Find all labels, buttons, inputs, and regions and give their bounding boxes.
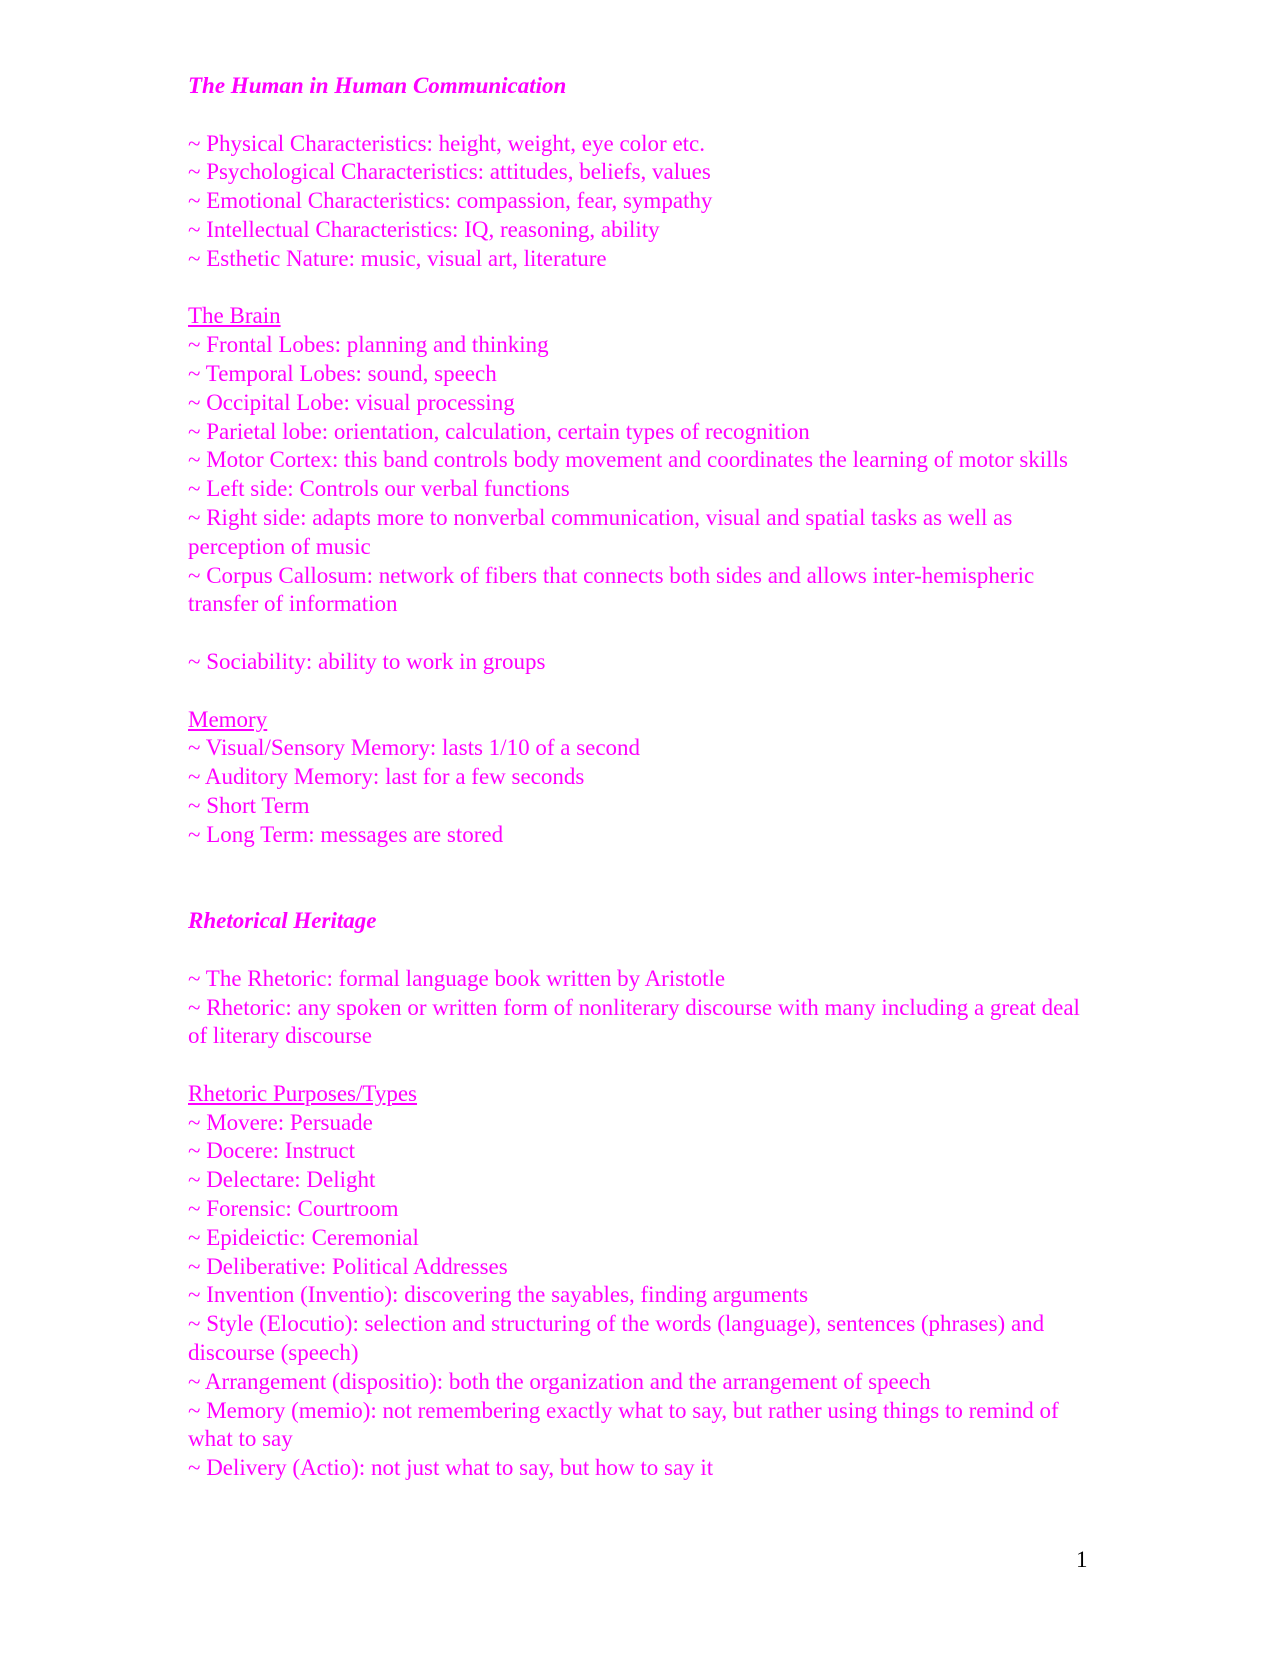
list-item: ~ Esthetic Nature: music, visual art, literature bbox=[188, 245, 607, 271]
spacer bbox=[188, 677, 1098, 706]
heading-memory: Memory bbox=[188, 706, 268, 732]
spacer bbox=[188, 936, 1098, 965]
list-item: ~ Style (Elocutio): selection and structuring of the words (language), sentences (phrases) and discourse (speech) bbox=[188, 1311, 1045, 1366]
list-item: ~ Occipital Lobe: visual processing bbox=[188, 389, 515, 415]
list-item: ~ Frontal Lobes: planning and thinking bbox=[188, 332, 549, 358]
list-item: ~ Short Term bbox=[188, 792, 310, 818]
page-number: 1 bbox=[1076, 1547, 1088, 1572]
heading-rhetoric-purposes: Rhetoric Purposes/Types bbox=[188, 1080, 418, 1106]
spacer bbox=[188, 878, 1098, 907]
spacer bbox=[188, 850, 1098, 879]
list-item: ~ Temporal Lobes: sound, speech bbox=[188, 360, 497, 386]
list-item: ~ Long Term: messages are stored bbox=[188, 821, 504, 847]
list-item: ~ Intellectual Characteristics: IQ, reasoning, ability bbox=[188, 216, 660, 242]
list-item: ~ Motor Cortex: this band controls body movement and coordinates the learning of motor skills bbox=[188, 447, 1068, 473]
list-item: ~ Invention (Inventio): discovering the sayables, finding arguments bbox=[188, 1282, 809, 1308]
spacer bbox=[188, 101, 1098, 130]
spacer bbox=[188, 274, 1098, 303]
list-item: ~ Forensic: Courtroom bbox=[188, 1196, 399, 1222]
section-title-human-communication: The Human in Human Communication bbox=[188, 73, 567, 98]
list-item: ~ Visual/Sensory Memory: lasts 1/10 of a second bbox=[188, 735, 641, 761]
list-item: ~ Docere: Instruct bbox=[188, 1138, 355, 1164]
list-item: ~ Left side: Controls our verbal functions bbox=[188, 476, 570, 502]
section-title-rhetorical-heritage: Rhetorical Heritage bbox=[188, 908, 377, 934]
list-item: ~ Movere: Persuade bbox=[188, 1109, 373, 1135]
document-page bbox=[188, 72, 1098, 1483]
list-item: ~ Corpus Callosum: network of fibers that connects both sides and allows inter-hemispheric transfer of information bbox=[188, 562, 1035, 617]
spacer bbox=[188, 1051, 1098, 1080]
list-item: ~ Delivery (Actio): not just what to say, but how to say it bbox=[188, 1455, 714, 1481]
list-item: ~ Right side: adapts more to nonverbal communication, visual and spatial tasks as well as perception of music bbox=[188, 504, 1013, 559]
list-item: ~ Parietal lobe: orientation, calculation, certain types of recognition bbox=[188, 418, 810, 444]
list-item: ~ Epideictic: Ceremonial bbox=[188, 1224, 419, 1250]
spacer bbox=[188, 619, 1098, 648]
list-item: ~ Delectare: Delight bbox=[188, 1167, 376, 1193]
list-item: ~ Rhetoric: any spoken or written form of nonliterary discourse with many including a great deal of literary discourse bbox=[188, 994, 1080, 1049]
list-item: ~ Physical Characteristics: height, weight, eye color etc. bbox=[188, 130, 706, 156]
list-item: ~ The Rhetoric: formal language book written by Aristotle bbox=[188, 965, 726, 991]
list-item: ~ Emotional Characteristics: compassion, fear, sympathy bbox=[188, 188, 713, 214]
list-item-sociability: ~ Sociability: ability to work in groups bbox=[188, 648, 546, 674]
list-item: ~ Arrangement (dispositio): both the organization and the arrangement of speech bbox=[188, 1368, 931, 1394]
list-item: ~ Psychological Characteristics: attitudes, beliefs, values bbox=[188, 159, 711, 185]
list-item: ~ Deliberative: Political Addresses bbox=[188, 1253, 508, 1279]
list-item: ~ Auditory Memory: last for a few seconds bbox=[188, 764, 585, 790]
heading-the-brain: The Brain bbox=[188, 303, 281, 329]
list-item: ~ Memory (memio): not remembering exactly what to say, but rather using things to remind of what to say bbox=[188, 1397, 1059, 1452]
